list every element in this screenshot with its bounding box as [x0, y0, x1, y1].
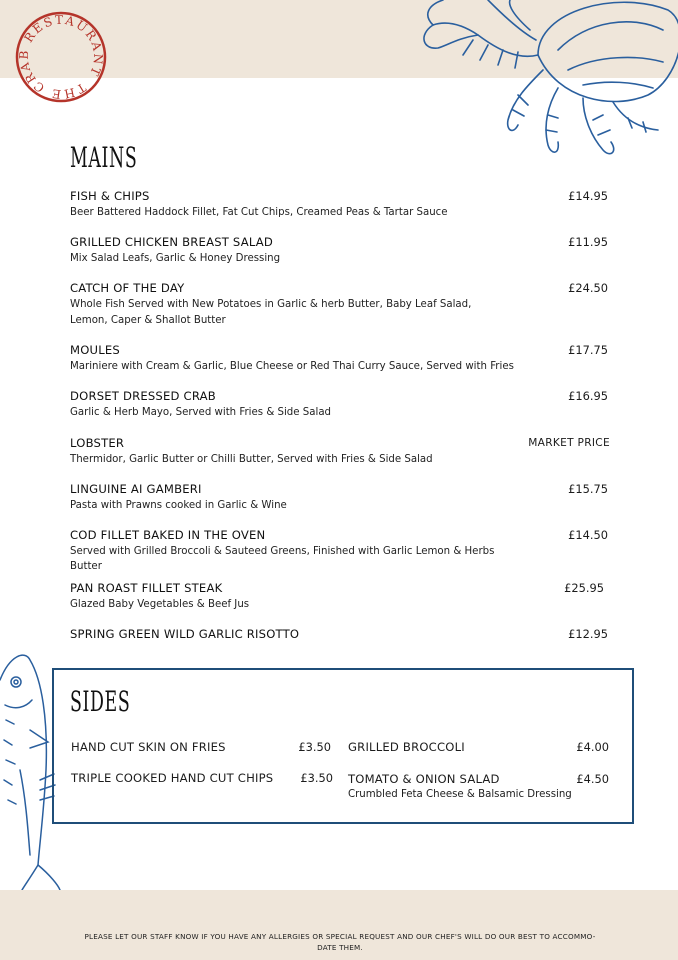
sides-heading: SIDES	[70, 685, 131, 718]
item-name: DORSET DRESSED CRAB	[70, 389, 216, 403]
menu-item	[70, 281, 610, 328]
side-item	[348, 740, 610, 755]
side-price: £4.00	[576, 740, 609, 754]
menu-item	[70, 235, 610, 266]
item-description: Mix Salad Leafs, Garlic & Honey Dressing	[70, 253, 281, 264]
item-price: £17.75	[568, 343, 608, 357]
menu-item	[70, 436, 610, 467]
item-description: Beer Battered Haddock Fillet, Fat Cut Chips, Creamed Peas & Tartar Sauce	[70, 207, 448, 218]
menu-item	[70, 482, 610, 513]
item-price: £25.95	[564, 581, 604, 595]
menu-item	[70, 627, 610, 642]
menu-item	[70, 389, 610, 420]
item-name: SPRING GREEN WILD GARLIC RISOTTO	[70, 627, 300, 641]
item-name: MOULES	[70, 343, 120, 357]
item-description-continued: Lemon, Caper & Shallot Butter	[70, 315, 226, 326]
item-price: MARKET PRICE	[528, 437, 610, 449]
allergy-notice	[70, 931, 610, 953]
side-item	[71, 740, 333, 755]
side-price: £3.50	[300, 771, 333, 785]
item-description: Thermidor, Garlic Butter or Chilli Butter, Served with Fries & Side Salad	[70, 454, 433, 465]
item-price: £14.50	[568, 528, 608, 542]
item-name: PAN ROAST FILLET STEAK	[70, 581, 223, 595]
allergy-notice-line-1: PLEASE LET OUR STAFF KNOW IF YOU HAVE ANY ALLERGIES OR SPECIAL REQUEST AND OUR CHEF'S WILL DO OUR BEST TO ACCOMMO-	[84, 932, 596, 941]
item-name: LOBSTER	[70, 436, 125, 450]
item-price: £11.95	[568, 235, 608, 249]
menu-item	[70, 581, 610, 612]
item-name: COD FILLET BAKED IN THE OVEN	[70, 528, 266, 542]
restaurant-logo	[14, 10, 108, 104]
item-name: GRILLED CHICKEN BREAST SALAD	[70, 235, 274, 249]
item-price: £16.95	[568, 389, 608, 403]
crab-illustration	[418, 0, 678, 160]
item-price: £12.95	[568, 627, 608, 641]
side-name: GRILLED BROCCOLI	[348, 740, 465, 754]
side-item	[348, 772, 610, 802]
side-description: Crumbled Feta Cheese & Balsamic Dressing	[348, 789, 572, 800]
menu-item	[70, 528, 610, 574]
item-description: Served with Grilled Broccoli & Sauteed Greens, Finished with Garlic Lemon & Herbs	[70, 546, 495, 557]
item-description: Whole Fish Served with New Potatoes in Garlic & herb Butter, Baby Leaf Salad,	[70, 299, 472, 310]
item-name: CATCH OF THE DAY	[70, 281, 185, 295]
side-name: HAND CUT SKIN ON FRIES	[71, 740, 226, 754]
svg-text:THE CRAB RESTAURANT: THE CRAB RESTAURANT	[16, 12, 106, 102]
item-description: Garlic & Herb Mayo, Served with Fries & Side Salad	[70, 407, 332, 418]
item-name: FISH & CHIPS	[70, 189, 150, 203]
mains-heading: MAINS	[70, 141, 138, 174]
menu-item	[70, 343, 610, 374]
item-description: Mariniere with Cream & Garlic, Blue Cheese or Red Thai Curry Sauce, Served with Fries	[70, 361, 514, 372]
side-name: TRIPLE COOKED HAND CUT CHIPS	[71, 771, 274, 785]
side-price: £3.50	[298, 740, 331, 754]
menu-item	[70, 189, 610, 220]
item-name: LINGUINE AI GAMBERI	[70, 482, 202, 496]
side-price: £4.50	[576, 772, 609, 786]
item-price: £15.75	[568, 482, 608, 496]
item-price: £14.95	[568, 189, 608, 203]
item-description: Glazed Baby Vegetables & Beef Jus	[70, 599, 250, 610]
item-description: Pasta with Prawns cooked in Garlic & Wine	[70, 500, 287, 511]
side-name: TOMATO & ONION SALAD	[348, 772, 500, 786]
side-item	[71, 771, 333, 786]
item-price: £24.50	[568, 281, 608, 295]
item-description-continued: Butter	[70, 561, 102, 572]
allergy-notice-line-2: DATE THEM.	[317, 943, 363, 952]
